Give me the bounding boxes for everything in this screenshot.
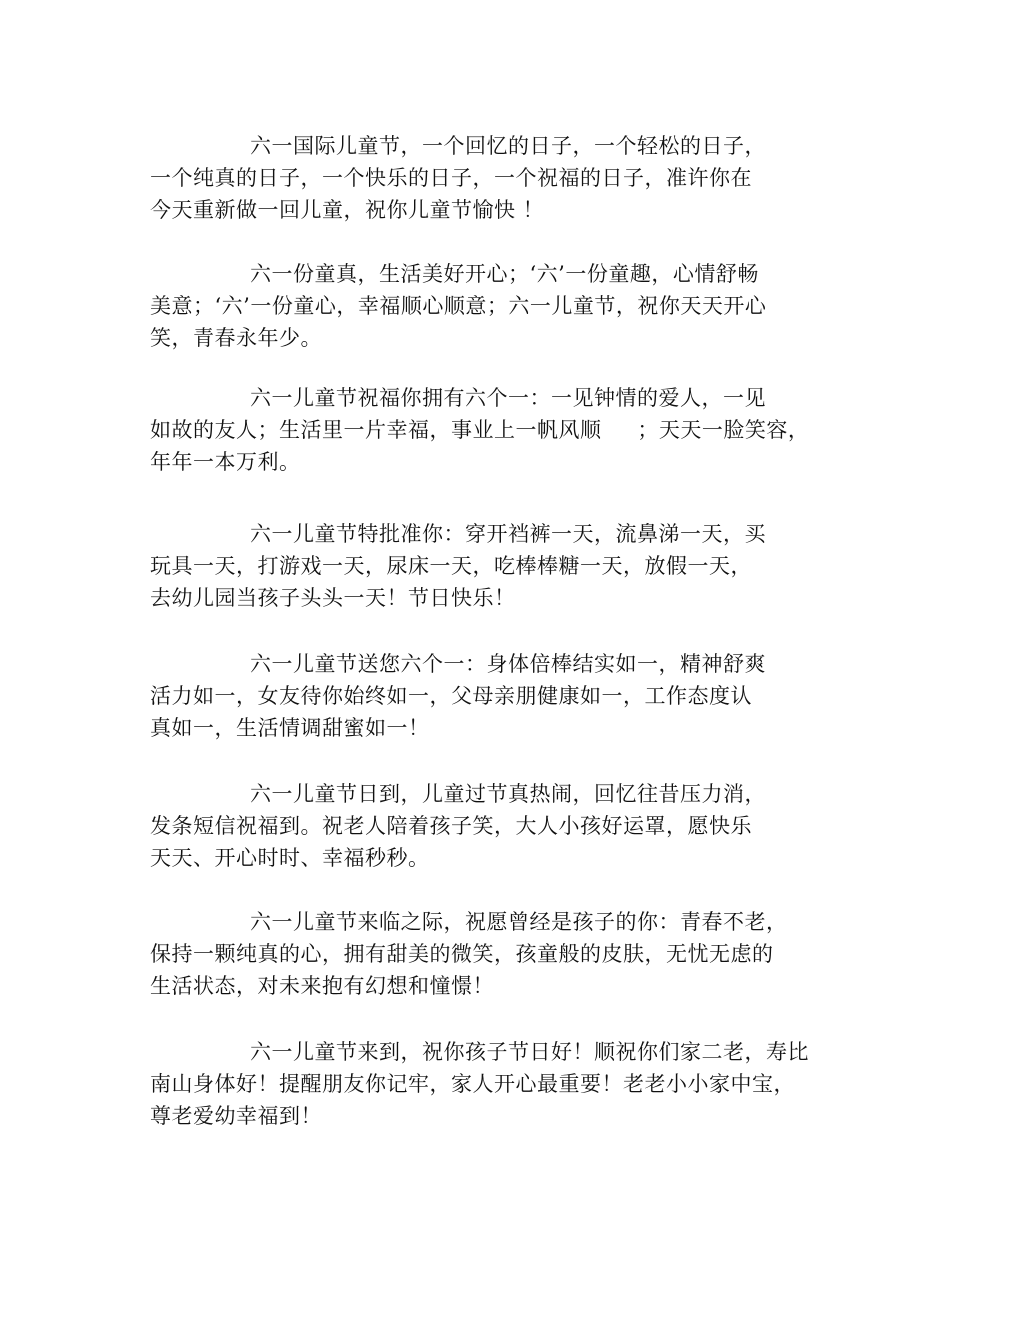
paragraph-line: 尊老爱幼幸福到！ xyxy=(150,1104,322,1128)
paragraph-line: 六一国际儿童节，一个回忆的日子，一个轻松的日子， xyxy=(250,134,766,158)
paragraph xyxy=(150,648,870,744)
paragraph-line: 保持一颗纯真的心，拥有甜美的微笑，孩童般的皮肤，无忧无虑的 xyxy=(150,942,774,966)
paragraph xyxy=(150,382,870,478)
paragraph-line: 六一份童真，生活美好开心；‘六’一份童趣，心情舒畅 xyxy=(250,262,759,286)
paragraph xyxy=(150,778,870,874)
paragraph-line: 六一儿童节日到，儿童过节真热闹，回忆往昔压力消， xyxy=(250,782,766,806)
paragraph-line: 玩具一天，打游戏一天，尿床一天，吃棒棒糖一天，放假一天， xyxy=(150,554,752,578)
paragraph-line: 六一儿童节特批准你：穿开裆裤一天，流鼻涕一天，买 xyxy=(250,522,766,546)
paragraph-line: 发条短信祝福到。祝老人陪着孩子笑，大人小孩好运罩，愿快乐 xyxy=(150,814,752,838)
paragraph-line: 一个纯真的日子，一个快乐的日子，一个祝福的日子，准许你在 xyxy=(150,166,752,190)
paragraph-line: 生活状态，对未来抱有幻想和憧憬！ xyxy=(150,974,494,998)
paragraph-line: 六一儿童节祝福你拥有六个一：一见钟情的爱人，一见 xyxy=(250,386,766,410)
paragraph-line: 笑，青春永年少。 xyxy=(150,326,322,350)
paragraph-line: 六一儿童节送您六个一：身体倍棒结实如一，精神舒爽 xyxy=(250,652,766,676)
paragraph xyxy=(150,518,870,614)
paragraph xyxy=(150,1036,870,1132)
paragraph-line: 南山身体好！提醒朋友你记牢，家人开心最重要！老老小小家中宝， xyxy=(150,1072,795,1096)
paragraph-line: 今天重新做一回儿童，祝你儿童节愉快 ！ xyxy=(150,198,545,222)
paragraph xyxy=(150,130,870,226)
paragraph xyxy=(150,258,870,354)
paragraph-line: 真如一，生活情调甜蜜如一！ xyxy=(150,716,430,740)
paragraph-line: 六一儿童节来临之际，祝愿曾经是孩子的你：青春不老， xyxy=(250,910,788,934)
paragraph-line: 六一儿童节来到，祝你孩子节日好！顺祝你们家二老，寿比 xyxy=(250,1040,809,1064)
paragraph-line: 年年一本万利。 xyxy=(150,450,301,474)
paragraph xyxy=(150,906,870,1002)
paragraph-line: 去幼儿园当孩子头头一天！节日快乐！ xyxy=(150,586,516,610)
paragraph-line: 天天、开心时时、幸福秒秒。 xyxy=(150,846,430,870)
paragraph-line: 美意；‘六’一份童心，幸福顺心顺意；六一儿童节，祝你天天开心 xyxy=(150,294,767,318)
paragraph-line: 活力如一，女友待你始终如一，父母亲朋健康如一，工作态度认 xyxy=(150,684,752,708)
paragraph-line: 如故的友人；生活里一片幸福，事业上一帆风顺 ；天天一脸笑容， xyxy=(150,418,810,442)
